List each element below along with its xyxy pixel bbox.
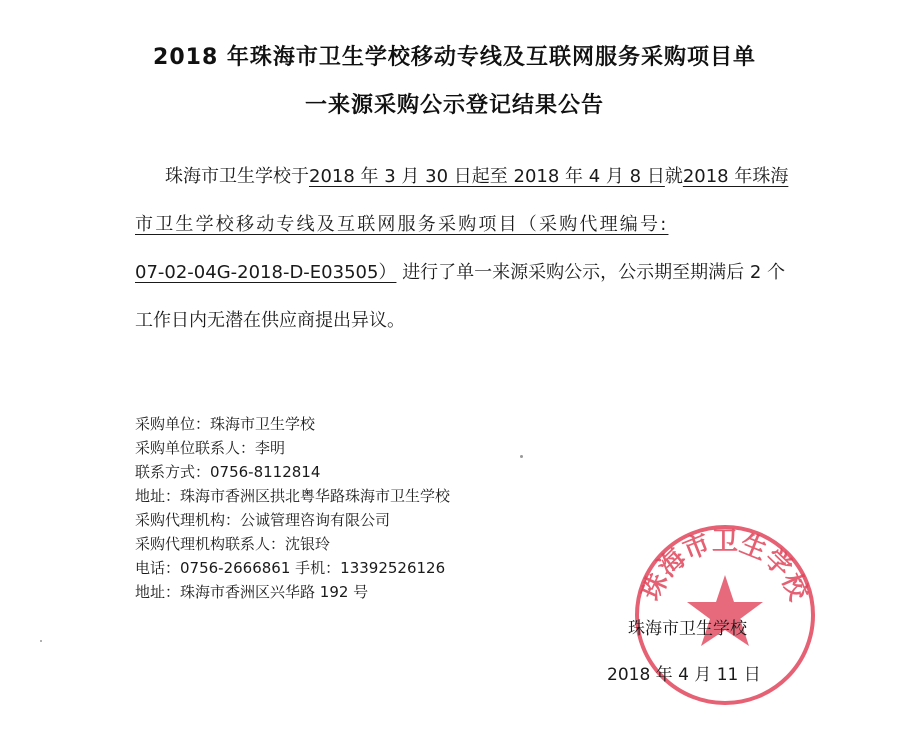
info-agency-contact: 采购代理机构联系人：沈银玲 bbox=[135, 535, 331, 553]
info-agency-phone: 电话：0756-2666861 手机：13392526126 bbox=[135, 559, 446, 577]
signature-date: 2018 年 4 月 11 日 bbox=[607, 665, 761, 685]
body-line-4: 工作日内无潜在供应商提出异议。 bbox=[135, 310, 405, 331]
info-agency-address: 地址：珠海市香洲区兴华路 192 号 bbox=[135, 583, 369, 601]
body-project-start: 2018 年珠海 bbox=[682, 166, 789, 187]
scan-speck bbox=[520, 455, 523, 458]
body-text: 就 bbox=[664, 166, 683, 187]
info-phone: 联系方式：0756-8112814 bbox=[135, 463, 321, 481]
info-agency: 采购代理机构：公诚管理咨询有限公司 bbox=[135, 511, 391, 529]
body-text: 进行了单一来源采购公示，公示期至期满后 2 个 bbox=[402, 262, 786, 283]
scan-speck bbox=[40, 640, 42, 642]
body-agency-code: 07-02-04G-2018-D-E03505） bbox=[135, 262, 397, 283]
body-line-3 bbox=[135, 258, 785, 284]
body-text: 珠海市卫生学校于 bbox=[165, 166, 309, 187]
seal-text: 珠海市卫生学校 bbox=[636, 527, 814, 606]
title-line-1: 2018 年珠海市卫生学校移动专线及互联网服务采购项目单 bbox=[153, 45, 756, 70]
signature-org: 珠海市卫生学校 bbox=[628, 619, 747, 639]
body-line-2: 市卫生学校移动专线及互联网服务采购项目（采购代理编号: bbox=[135, 214, 669, 235]
title-line-2: 一来源采购公示登记结果公告 bbox=[304, 93, 604, 118]
info-purchaser: 采购单位：珠海市卫生学校 bbox=[135, 415, 316, 433]
body-line-1 bbox=[165, 162, 788, 188]
body-date-range: 2018 年 3 月 30 日起至 2018 年 4 月 8 日 bbox=[309, 166, 665, 187]
info-purchaser-contact: 采购单位联系人：李明 bbox=[135, 439, 286, 457]
info-address: 地址：珠海市香洲区拱北粤华路珠海市卫生学校 bbox=[135, 487, 451, 505]
